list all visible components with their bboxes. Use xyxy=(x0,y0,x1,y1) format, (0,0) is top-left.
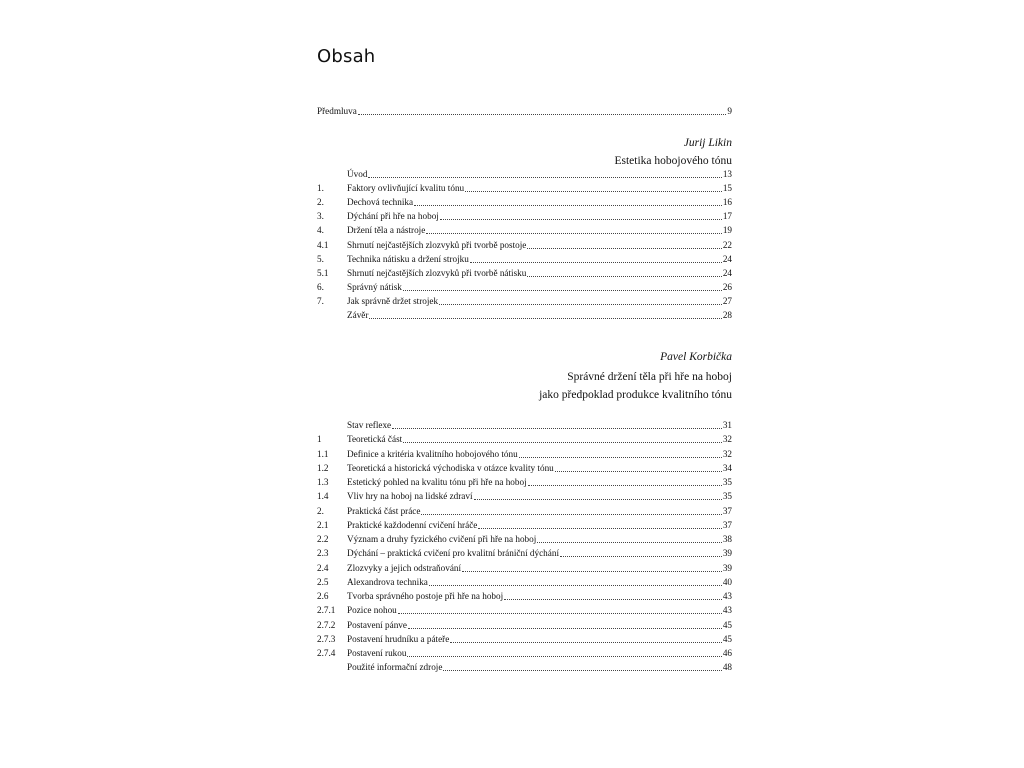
toc-entry-page: 13 xyxy=(722,169,732,179)
toc-entry xyxy=(317,181,732,194)
dot-leader xyxy=(504,598,722,600)
toc-entry-label: Dýchání při hře na hoboj xyxy=(347,211,439,222)
toc-entry-page: 40 xyxy=(722,576,732,587)
toc-entry xyxy=(317,266,732,279)
toc-entry xyxy=(317,461,732,474)
toc-entry-number: 2.3 xyxy=(317,548,329,559)
toc-entry xyxy=(317,489,732,502)
toc-entry-number: 1. xyxy=(317,183,324,194)
toc-entry-number: 4.1 xyxy=(317,239,329,250)
toc-entry-page: 28 xyxy=(722,310,732,320)
toc-entry-page: 24 xyxy=(722,267,732,278)
toc-entry-label: Závěr xyxy=(347,310,369,320)
toc-entry xyxy=(317,632,732,645)
toc-entry xyxy=(317,238,732,251)
toc-entry-number: 1.1 xyxy=(317,448,329,459)
toc-entry xyxy=(317,618,732,631)
toc-entry-number: 1.3 xyxy=(317,477,329,487)
dot-leader xyxy=(537,541,722,543)
dot-leader xyxy=(478,527,721,529)
toc-entry-page: 15 xyxy=(722,183,732,194)
toc-entry-page: 37 xyxy=(722,505,732,516)
toc-entry xyxy=(317,167,732,180)
toc-entry-page: 34 xyxy=(722,462,732,473)
toc-entry-label: Praktické každodenní cvičení hráče xyxy=(347,519,478,530)
dot-leader xyxy=(398,612,722,614)
toc-entry-label: Faktory ovlivňující kvalitu tónu xyxy=(347,183,465,194)
toc-entry-number: 2.1 xyxy=(317,519,329,530)
toc-entry-label: Vliv hry na hoboj na lidské zdraví xyxy=(347,491,473,502)
toc-entry xyxy=(317,603,732,616)
toc-entry-number: 4. xyxy=(317,225,324,236)
toc-entry-label: Shrnutí nejčastějších zlozvyků při tvorbě nátisku xyxy=(347,267,527,278)
section1-author: Jurij Likin xyxy=(683,137,732,149)
dot-leader xyxy=(403,441,722,443)
dot-leader xyxy=(426,232,722,234)
toc-entry-number: 5. xyxy=(317,253,324,264)
toc-entry-label: Postavení pánve xyxy=(347,619,407,630)
toc-entry-number: 2.4 xyxy=(317,562,329,573)
toc-entry-number: 2. xyxy=(317,197,324,208)
toc-entry xyxy=(317,223,732,236)
toc-entry-label: Alexandrova technika xyxy=(347,576,428,587)
toc-entry-page: 38 xyxy=(722,534,732,544)
toc-entry xyxy=(317,432,732,445)
toc-entry xyxy=(317,561,732,574)
section2-essay-line: Správné držení těla při hře na hoboj xyxy=(567,371,732,383)
toc-entry-page: 27 xyxy=(722,295,732,306)
toc-entry-page: 17 xyxy=(722,211,732,222)
toc-entry-label: Technika nátisku a držení strojku xyxy=(347,253,469,264)
toc-entry xyxy=(317,546,732,559)
toc-entry-page: 31 xyxy=(722,420,732,430)
toc-entry-label: Předmluva xyxy=(317,106,357,116)
toc-entry-label: Postavení hrudníku a páteře xyxy=(347,633,450,644)
toc-entry-number: 1.2 xyxy=(317,462,329,473)
toc-entry-number: 2.7.4 xyxy=(317,648,336,658)
dot-leader xyxy=(555,470,722,472)
toc-entry xyxy=(317,308,732,321)
toc-entry xyxy=(317,447,732,460)
toc-entry-label: Význam a druhy fyzického cvičení při hře na hoboj xyxy=(347,534,537,544)
toc-entry-label: Dýchání – praktická cvičení pro kvalitní brániční dýchání xyxy=(347,548,560,559)
toc-entry-page: 26 xyxy=(722,281,732,292)
toc-entry-page: 48 xyxy=(722,662,732,673)
toc-entry-page: 22 xyxy=(722,239,732,250)
toc-entry xyxy=(317,195,732,208)
toc-entry-label: Shrnutí nejčastějších zlozvyků při tvorbě postoje xyxy=(347,239,527,250)
toc-entry-page: 16 xyxy=(722,197,732,208)
section2-essay-title xyxy=(317,368,732,404)
toc-entry-number: 7. xyxy=(317,295,324,306)
toc-entry-page: 32 xyxy=(722,448,732,459)
toc-entry-page: 19 xyxy=(722,225,732,236)
toc-entry-label: Jak správně držet strojek xyxy=(347,295,439,306)
toc-entry xyxy=(317,532,732,545)
dot-leader xyxy=(440,218,722,220)
page-title: Obsah xyxy=(317,46,376,67)
dot-leader xyxy=(443,669,721,671)
dot-leader xyxy=(414,204,722,206)
dot-leader xyxy=(528,484,722,486)
toc-entry-number: 5.1 xyxy=(317,267,329,278)
toc-entry xyxy=(317,646,732,659)
toc-entry-number: 6. xyxy=(317,281,324,292)
toc-entry xyxy=(317,475,732,488)
dot-leader xyxy=(527,275,721,277)
toc-entry-number: 2.7.1 xyxy=(317,605,336,616)
toc-entry-label: Úvod xyxy=(347,169,368,179)
dot-leader xyxy=(560,555,722,557)
toc-entry-label: Stav reflexe xyxy=(347,420,392,430)
toc-entry-page: 45 xyxy=(722,633,732,644)
toc-entry xyxy=(317,209,732,222)
toc-entry-page: 24 xyxy=(722,253,732,264)
dot-leader xyxy=(358,113,727,115)
toc-entry-label: Definice a kritéria kvalitního hobojového tónu xyxy=(347,448,518,459)
toc-entry-page: 32 xyxy=(722,434,732,445)
dot-leader xyxy=(465,190,722,192)
toc-entry-number: 2.5 xyxy=(317,576,329,587)
toc-entry-page: 37 xyxy=(722,519,732,530)
toc-entry-label: Pozice nohou xyxy=(347,605,397,616)
toc-entry-page: 35 xyxy=(722,477,732,487)
toc-entry-label: Dechová technika xyxy=(347,197,414,208)
toc-entry-label: Teoretická část xyxy=(347,434,403,445)
toc-entry-label: Použité informační zdroje xyxy=(347,662,443,673)
toc-entry xyxy=(317,418,732,431)
section1-essay-line: Estetika hobojového tónu xyxy=(614,155,732,167)
dot-leader xyxy=(474,498,722,500)
toc-entry-label: Držení těla a nástroje xyxy=(347,225,426,236)
toc-entry-intro xyxy=(317,104,732,117)
toc-entry-page: 9 xyxy=(727,106,732,116)
toc-entry-label: Zlozvyky a jejich odstraňování xyxy=(347,562,462,573)
toc-entry xyxy=(317,294,732,307)
toc-entry-number: 2.7.2 xyxy=(317,619,336,630)
toc-entry-number: 3. xyxy=(317,211,324,222)
toc-entry-page: 39 xyxy=(722,562,732,573)
toc-entry-label: Tvorba správného postoje při hře na hoboj xyxy=(347,591,504,601)
toc-entry-number: 1 xyxy=(317,434,322,445)
dot-leader xyxy=(429,584,722,586)
section2-author: Pavel Korbička xyxy=(660,351,732,363)
dot-leader xyxy=(407,655,721,657)
toc-entry-label: Postavení rukou xyxy=(347,648,407,658)
dot-leader xyxy=(439,303,722,305)
toc-entry-label: Estetický pohled na kvalitu tónu při hře na hoboj xyxy=(347,477,527,487)
toc-entry-label: Teoretická a historická východiska v otázce kvality tónu xyxy=(347,462,554,473)
dot-leader xyxy=(470,261,722,263)
toc-entry-label: Správný nátisk xyxy=(347,281,402,292)
section2-essay-line: jako předpoklad produkce kvalitního tónu xyxy=(539,389,732,401)
dot-leader xyxy=(527,247,721,249)
toc-entry-page: 39 xyxy=(722,548,732,559)
toc-entry-number: 2.2 xyxy=(317,534,329,544)
toc-entry-number: 2. xyxy=(317,505,324,516)
toc-entry-page: 46 xyxy=(722,648,732,658)
toc-entry-label: Praktická část práce xyxy=(347,505,421,516)
dot-leader xyxy=(403,289,722,291)
toc-entry-number: 2.6 xyxy=(317,591,329,601)
toc-entry-number: 2.7.3 xyxy=(317,633,336,644)
dot-leader xyxy=(368,176,721,178)
dot-leader xyxy=(519,456,722,458)
dot-leader xyxy=(421,513,721,515)
toc-entry-page: 43 xyxy=(722,591,732,601)
dot-leader xyxy=(450,641,722,643)
dot-leader xyxy=(392,427,722,429)
dot-leader xyxy=(462,570,722,572)
toc-entry-number: 1.4 xyxy=(317,491,329,502)
toc-entry-page: 45 xyxy=(722,619,732,630)
toc-entry xyxy=(317,518,732,531)
toc-entry xyxy=(317,589,732,602)
dot-leader xyxy=(369,317,721,319)
toc-entry-page: 43 xyxy=(722,605,732,616)
toc-entry xyxy=(317,575,732,588)
toc-entry xyxy=(317,280,732,293)
dot-leader xyxy=(408,627,722,629)
toc-entry xyxy=(317,660,732,673)
toc-entry xyxy=(317,252,732,265)
toc-entry-page: 35 xyxy=(722,491,732,502)
toc-entry xyxy=(317,504,732,517)
